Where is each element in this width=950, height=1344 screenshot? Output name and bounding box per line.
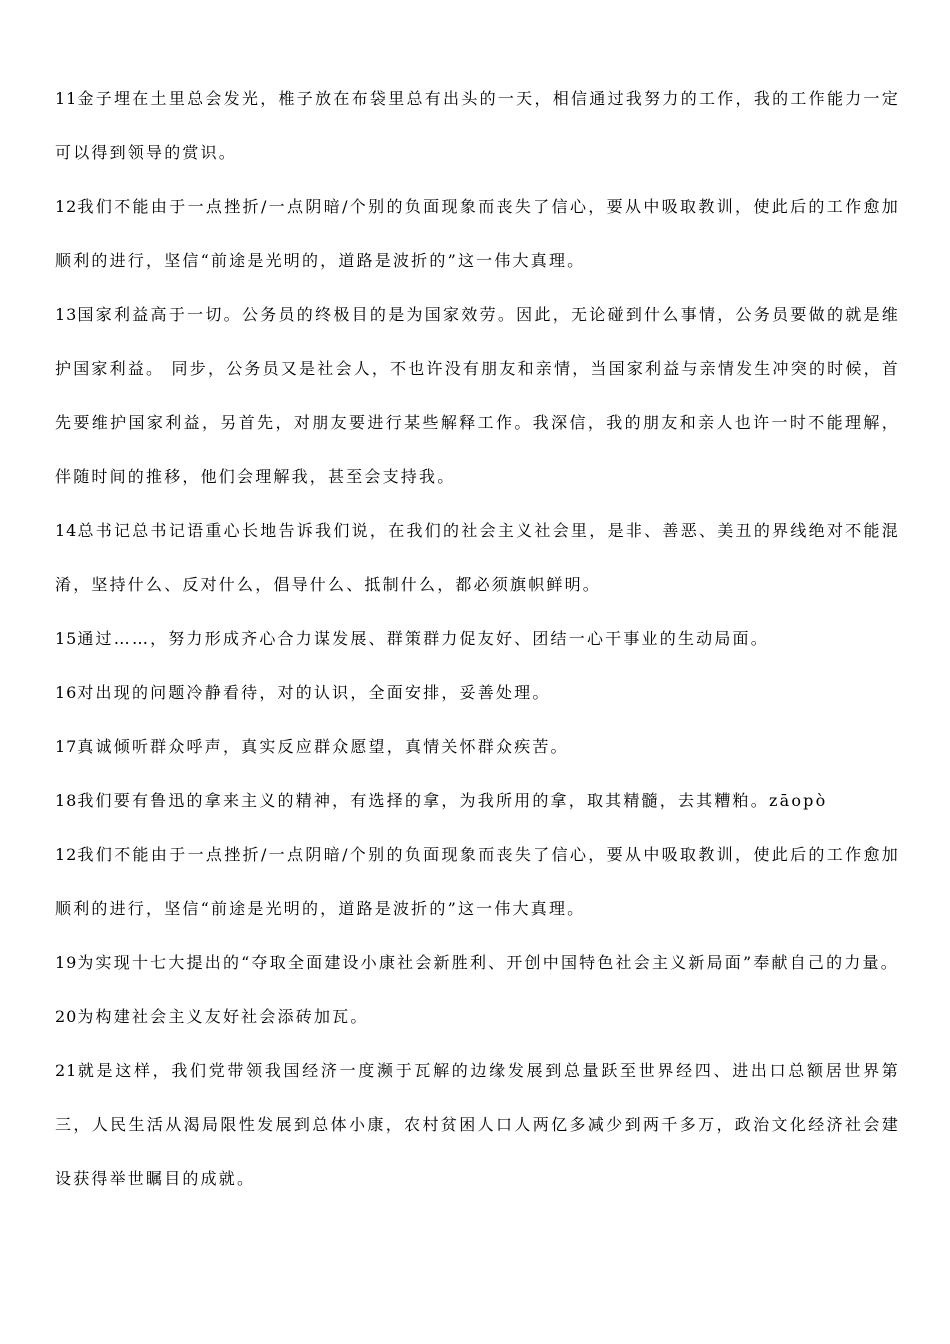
document-body <box>55 72 900 1206</box>
paragraph-16 <box>55 666 900 720</box>
paragraph-number: 14 <box>55 521 78 540</box>
paragraph-text: 真诚倾听群众呼声，真实反应群众愿望，真情关怀群众疾苦。 <box>77 737 569 756</box>
paragraph-text: 总书记总书记语重心长地告诉我们说，在我们的社会主义社会里，是非、善恶、美丑的界线绝对不能混淆，坚持什么、反对什么，倡导什么、抵制什么，都必须旗帜鲜明。 <box>55 521 900 594</box>
paragraph-20 <box>55 990 900 1044</box>
paragraph-text: 国家利益高于一切。公务员的终极目的是为国家效劳。因此，无论碰到什么事情，公务员要做的就是维护国家利益。 同步，公务员又是社会人，不也许没有朋友和亲情，当国家利益与亲情发生冲突的时候，首先要维护国家利益，另首先，对朋友要进行某些解释工作。我深信，我的朋友和亲人也许一时不能理解，伴随时间的推移，他们会理解我，甚至会支持我。 <box>55 305 900 486</box>
paragraph-13 <box>55 288 900 504</box>
paragraph-14 <box>55 504 900 612</box>
paragraph-number: 13 <box>55 305 78 324</box>
paragraph-number: 15 <box>55 629 78 648</box>
paragraph-15 <box>55 612 900 666</box>
paragraph-text: 我们要有鲁迅的拿来主义的精神，有选择的拿，为我所用的拿，取其精髓，去其糟粕。zāopò <box>77 791 828 810</box>
paragraph-text: 我们不能由于一点挫折/一点阴暗/个别的负面现象而丧失了信心，要从中吸取教训，使此后的工作愈加顺利的进行，坚信“前途是光明的，道路是波折的”这一伟大真理。 <box>55 845 900 918</box>
paragraph-text: 就是这样，我们党带领我国经济一度濒于瓦解的边缘发展到总量跃至世界经四、进出口总额居世界第三，人民生活从渴局限性发展到总体小康，农村贫困人口人两亿多减少到两千多万，政治文化经济社会建设获得举世瞩目的成就。 <box>55 1061 900 1188</box>
paragraph-11 <box>55 72 900 180</box>
paragraph-12 <box>55 180 900 288</box>
paragraph-12-repeat <box>55 828 900 936</box>
paragraph-number: 17 <box>55 737 78 756</box>
paragraph-number: 21 <box>55 1061 78 1080</box>
paragraph-number: 12 <box>55 845 78 864</box>
paragraph-number: 11 <box>55 89 78 108</box>
paragraph-19 <box>55 936 900 990</box>
paragraph-number: 18 <box>55 791 78 810</box>
paragraph-number: 12 <box>55 197 78 216</box>
paragraph-text: 为实现十七大提出的“夺取全面建设小康社会新胜利、开创中国特色社会主义新局面”奉献自己的力量。 <box>77 953 899 972</box>
paragraph-17 <box>55 720 900 774</box>
paragraph-number: 19 <box>55 953 78 972</box>
paragraph-21 <box>55 1044 900 1206</box>
paragraph-18 <box>55 774 900 828</box>
paragraph-text: 我们不能由于一点挫折/一点阴暗/个别的负面现象而丧失了信心，要从中吸取教训，使此后的工作愈加顺利的进行，坚信“前途是光明的，道路是波折的”这一伟大真理。 <box>55 197 900 270</box>
paragraph-text: 金子埋在土里总会发光，椎子放在布袋里总有出头的一天，相信通过我努力的工作，我的工作能力一定可以得到领导的赏识。 <box>55 89 900 162</box>
paragraph-number: 16 <box>55 683 78 702</box>
paragraph-text: 为构建社会主义友好社会添砖加瓦。 <box>77 1007 369 1026</box>
paragraph-number: 20 <box>55 1007 78 1026</box>
paragraph-text: 通过……，努力形成齐心合力谋发展、群策群力促友好、团结一心干事业的生动局面。 <box>77 629 769 648</box>
paragraph-text: 对出现的问题冷静看待，对的认识，全面安排，妥善处理。 <box>77 683 551 702</box>
